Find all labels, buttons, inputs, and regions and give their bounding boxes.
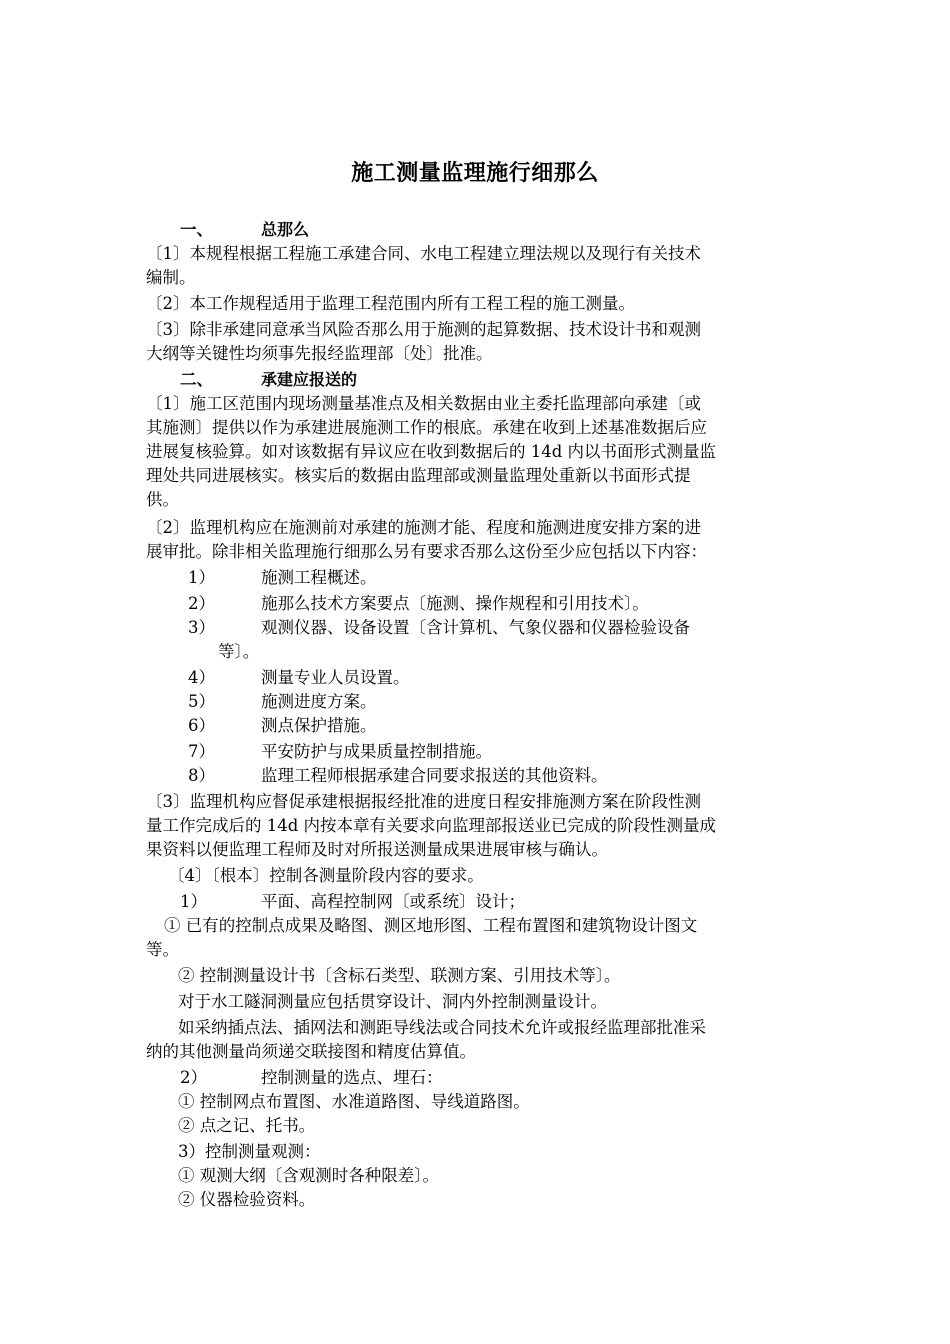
list-item-continuation: 等〕。 bbox=[218, 642, 260, 661]
paragraph-line: 展审批。除非相关监理施行细那么另有要求否那么这份至少应包括以下内容： bbox=[146, 542, 707, 561]
list-item-text: 测点保护措施。 bbox=[261, 716, 377, 735]
sub-item-text: 平面、高程控制网〔或系统〕设计； bbox=[261, 892, 525, 911]
paragraph-line: ② 控制测量设计书〔含标石类型、联测方案、引用技术等〕。 bbox=[178, 966, 621, 985]
list-item-number: 8） bbox=[188, 766, 215, 785]
paragraph-line: ② 仪器检验资料。 bbox=[178, 1190, 316, 1209]
list-item-text: 测量专业人员设置。 bbox=[261, 668, 410, 687]
paragraph-line: 3）控制测量观测： bbox=[178, 1142, 321, 1161]
sub-item-text: 控制测量的选点、埋石： bbox=[261, 1068, 443, 1087]
list-item-text: 监理工程师根据承建合同要求报送的其他资料。 bbox=[261, 766, 608, 785]
section-2-heading: 承建应报送的 bbox=[261, 370, 358, 389]
list-item-number: 2） bbox=[188, 594, 215, 613]
paragraph-line: 〔3〕监理机构应督促承建根据报经批准的进度日程安排施测方案在阶段性测 bbox=[146, 792, 701, 811]
paragraph-line: 供。 bbox=[146, 490, 179, 509]
paragraph-line: 其施测〕提供以作为承建进展施测工作的根底。承建在收到上述基准数据后应 bbox=[146, 418, 707, 437]
paragraph-line: 对于水工隧洞测量应包括贯穿设计、洞内外控制测量设计。 bbox=[178, 992, 607, 1011]
paragraph-line: 量工作完成后的 14d 内按本章有关要求向监理部报送业已完成的阶段性测量成 bbox=[146, 816, 717, 835]
paragraph-line: 〔1〕施工区范围内现场测量基准点及相关数据由业主委托监理部向承建〔或 bbox=[146, 394, 701, 413]
paragraph-line: 〔3〕除非承建同意承当风险否那么用于施测的起算数据、技术设计书和观测 bbox=[146, 320, 701, 339]
paragraph-line: 〔1〕本规程根据工程施工承建合同、水电工程建立理法规以及现行有关技术 bbox=[146, 244, 701, 263]
list-item-number: 6） bbox=[188, 716, 215, 735]
paragraph-line: ② 点之记、托书。 bbox=[178, 1116, 316, 1135]
paragraph-line: 如采纳插点法、插网法和测距导线法或合同技术允许或报经监理部批准采 bbox=[178, 1018, 706, 1037]
paragraph-line: 大纲等关键性均须事先报经监理部〔处〕批准。 bbox=[146, 344, 493, 363]
list-item-text: 观测仪器、设备设置〔含计算机、气象仪器和仪器检验设备 bbox=[261, 618, 690, 637]
list-item-text: 施测进度方案。 bbox=[261, 692, 377, 711]
paragraph-line: 〔4〕〔根本〕控制各测量阶段内容的要求。 bbox=[168, 866, 484, 885]
paragraph-line: 纳的其他测量尚须递交联接图和精度估算值。 bbox=[146, 1042, 476, 1061]
paragraph-line: 等。 bbox=[146, 940, 179, 959]
paragraph-line: 进展复核验算。如对该数据有异议应在收到数据后的 14d 内以书面形式测量监 bbox=[146, 442, 717, 461]
list-item-number: 7） bbox=[188, 742, 215, 761]
paragraph-line: ① 控制网点布置图、水准道路图、导线道路图。 bbox=[178, 1092, 530, 1111]
paragraph-line: 理处共同进展核实。核实后的数据由监理部或测量监理处重新以书面形式提 bbox=[146, 466, 691, 485]
sub-item-number: 1） bbox=[180, 892, 207, 911]
sub-item-number: 2） bbox=[180, 1068, 207, 1087]
paragraph-line: 〔2〕本工作规程适用于监理工程范围内所有工程工程的施工测量。 bbox=[146, 294, 635, 313]
list-item-number: 3） bbox=[188, 618, 215, 637]
list-item-text: 施那么技术方案要点〔施测、操作规程和引用技术〕。 bbox=[261, 594, 649, 613]
paragraph-line: ① 已有的控制点成果及略图、测区地形图、工程布置图和建筑物设计图文 bbox=[164, 916, 698, 935]
section-1-heading: 总那么 bbox=[261, 220, 310, 239]
paragraph-line: 〔2〕监理机构应在施测前对承建的施测才能、程度和施测进度安排方案的进 bbox=[146, 518, 701, 537]
paragraph-line: 果资料以便监理工程师及时对所报送测量成果进展审核与确认。 bbox=[146, 840, 608, 859]
list-item-number: 1） bbox=[188, 568, 215, 587]
section-2-number: 二、 bbox=[180, 370, 213, 389]
list-item-text: 平安防护与成果质量控制措施。 bbox=[261, 742, 492, 761]
list-item-number: 4） bbox=[188, 668, 215, 687]
section-1-number: 一、 bbox=[180, 220, 213, 239]
paragraph-line: ① 观测大纲〔含观测时各种限差〕。 bbox=[178, 1166, 439, 1185]
list-item-text: 施测工程概述。 bbox=[261, 568, 377, 587]
document-title: 施工测量监理施行细那么 bbox=[351, 161, 599, 186]
paragraph-line: 编制。 bbox=[146, 268, 196, 287]
list-item-number: 5） bbox=[188, 692, 215, 711]
